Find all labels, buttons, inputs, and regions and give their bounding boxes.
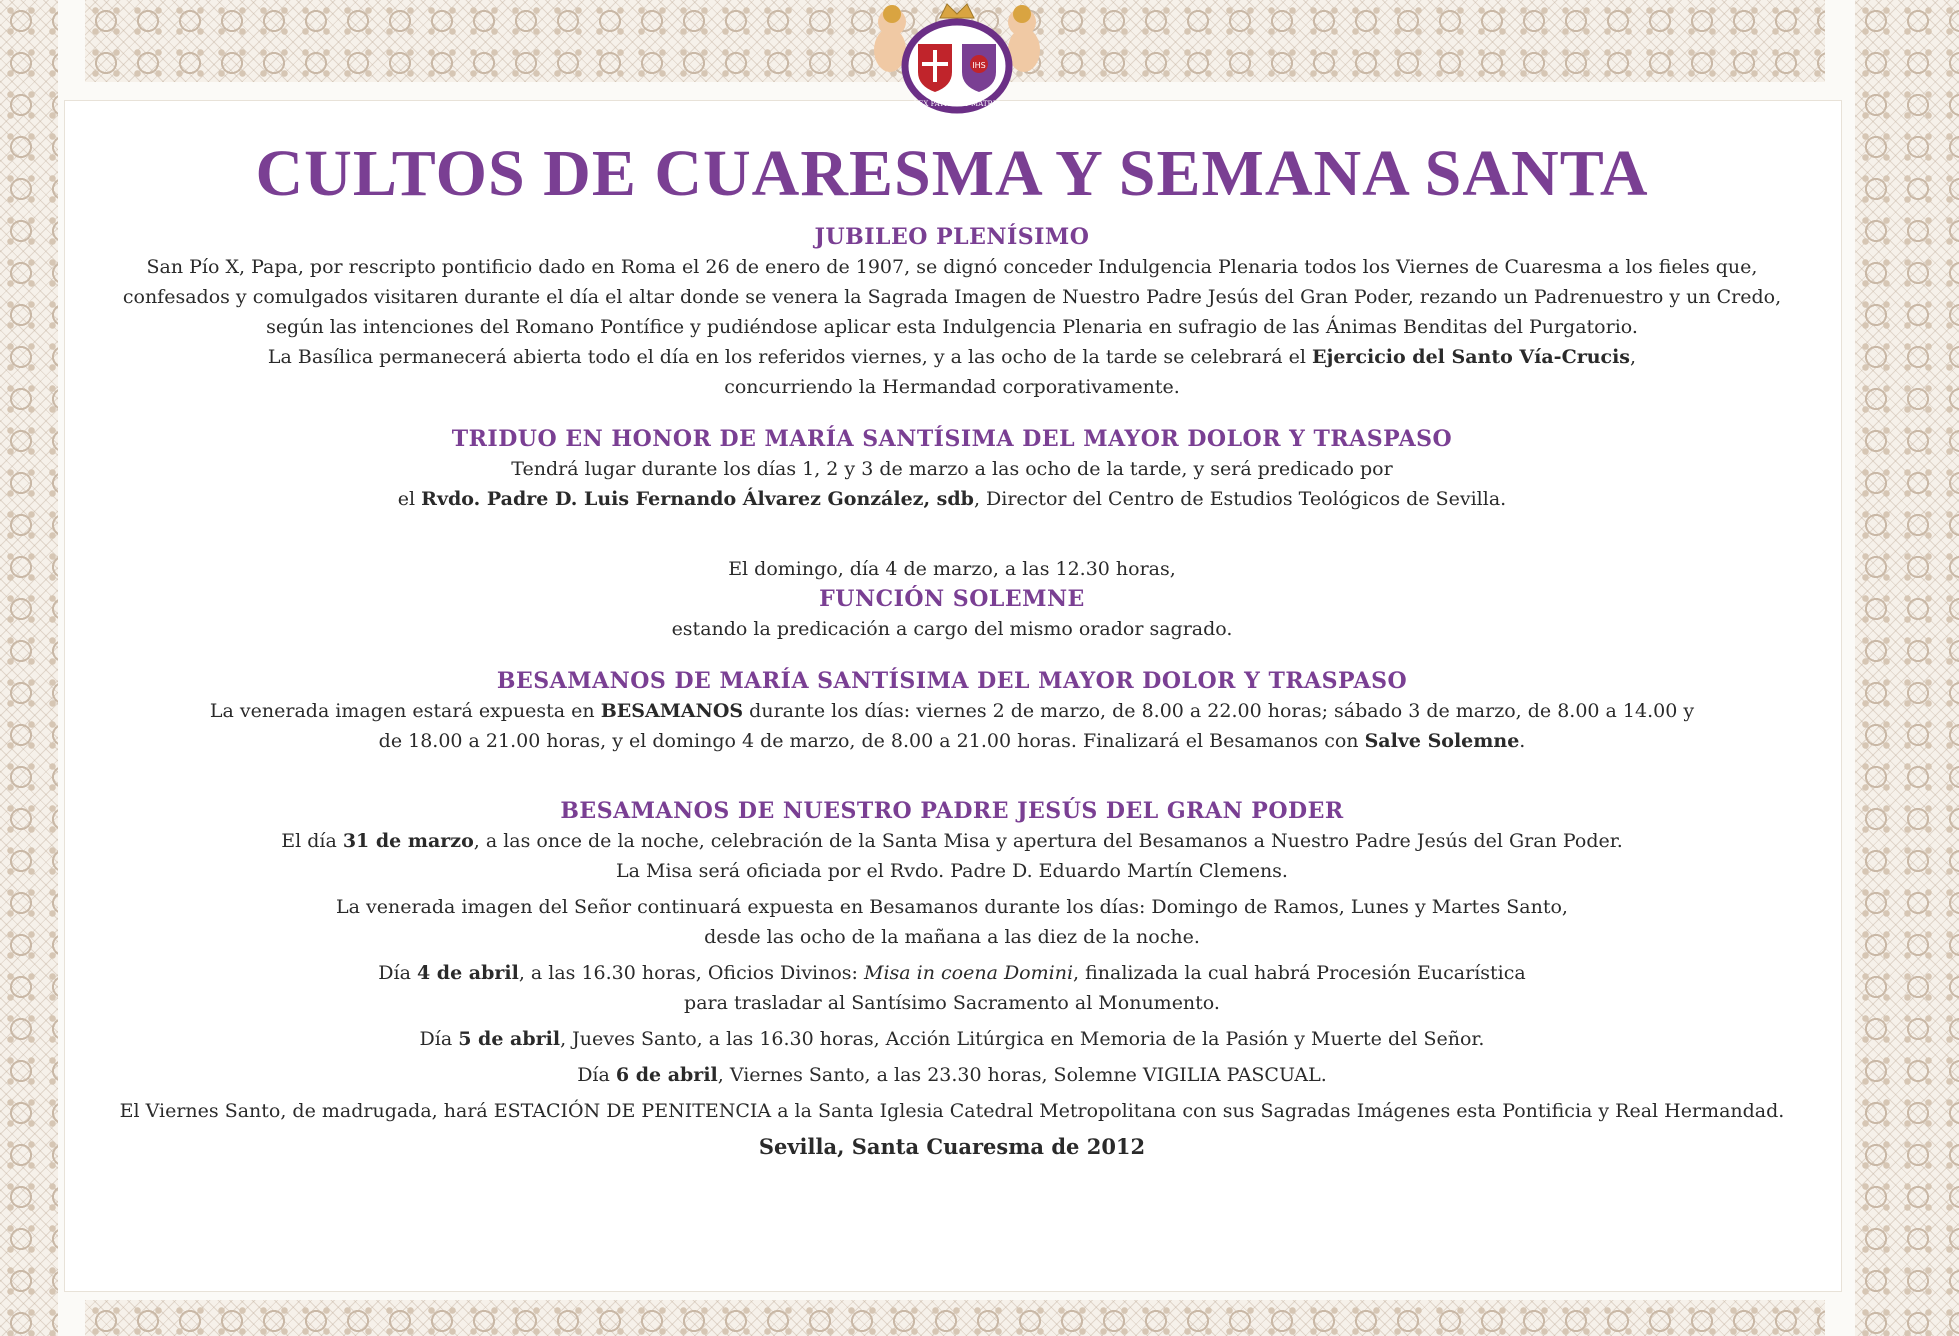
jubileo-line-4: La Basílica permanecerá abierta todo el día en los referidos viernes, y a las ocho de la tarde se celebrará el Ejercicio del Santo Vía-Crucis,	[267, 346, 1637, 368]
triduo-line-2: el Rvdo. Padre D. Luis Fernando Álvarez González, sdb, Director del Centro de Estudios Teológicos de Sevilla.	[397, 488, 1507, 510]
triduo-title: TRIDUO EN HONOR DE MARÍA SANTÍSIMA DEL MAYOR DOLOR Y TRASPASO	[451, 426, 1453, 452]
footer-signature: Sevilla, Santa Cuaresma de 2012	[758, 1134, 1146, 1159]
brotherhood-crest-icon	[862, 0, 1052, 118]
besamanos-jesus-line-1: El día 31 de marzo, a las once de la noche, celebración de la Santa Misa y apertura del Besamanos a Nuestro Padre Jesús del Gran Poder.	[281, 830, 1623, 852]
besamanos-maria-line-2: de 18.00 a 21.00 horas, y el domingo 4 de marzo, de 8.00 a 21.00 horas. Finalizará el Besamanos con Salve Solemne.	[378, 730, 1526, 752]
besamanos-jesus-line-2: La Misa será oficiada por el Rvdo. Padre D. Eduardo Martín Clemens.	[616, 860, 1288, 882]
besamanos-jesus-line-3: La venerada imagen del Señor continuará expuesta en Besamanos durante los días: Domingo de Ramos, Lunes y Martes Santo,	[336, 896, 1568, 918]
page-title: CULTOS DE CUARESMA Y SEMANA SANTA	[255, 137, 1649, 210]
triduo-line-1: Tendrá lugar durante los días 1, 2 y 3 de marzo a las ocho de la tarde, y será predicado por	[511, 458, 1393, 480]
jubileo-line-1: San Pío X, Papa, por rescripto pontificio dado en Roma el 26 de enero de 1907, se dignó conceder Indulgencia Plenaria todos los Viernes de Cuaresma a los fieles que,	[146, 256, 1758, 278]
besamanos-jesus-title: BESAMANOS DE NUESTRO PADRE JESÚS DEL GRAN PODER	[560, 798, 1344, 824]
document-content	[64, 132, 1840, 1162]
funcion-line: estando la predicación a cargo del mismo orador sagrado.	[671, 618, 1233, 640]
via-crucis-emphasis: Ejercicio del Santo Vía-Crucis	[1311, 346, 1631, 368]
besamanos-jesus-line-4: desde las ocho de la mañana a las diez de la noche.	[704, 926, 1200, 948]
ornamental-border-bottom	[85, 1300, 1825, 1336]
ornamental-border-left	[0, 0, 58, 1336]
jubileo-line-2: confesados y comulgados visitaren durante el día el altar donde se venera la Sagrada Imagen de Nuestro Padre Jesús del Gran Poder, rezando un Padrenuestro y un Credo,	[122, 286, 1782, 308]
crest-letters: IHS	[972, 61, 986, 70]
besamanos-jesus-line-5: Día 4 de abril, a las 16.30 horas, Oficios Divinos: Misa in coena Domini, finalizada la cual habrá Procesión Eucarística	[378, 962, 1526, 984]
ornamental-border-right	[1855, 0, 1959, 1336]
funcion-title: FUNCIÓN SOLEMNE	[819, 586, 1085, 612]
besamanos-jesus-line-6: para trasladar al Santísimo Sacramento al Monumento.	[684, 992, 1220, 1014]
besamanos-jesus-line-8: Día 6 de abril, Viernes Santo, a las 23.30 horas, Solemne VIGILIA PASCUAL.	[577, 1064, 1327, 1086]
jubileo-title: JUBILEO PLENÍSIMO	[814, 224, 1090, 250]
besamanos-jesus-line-7: Día 5 de abril, Jueves Santo, a las 16.30 horas, Acción Litúrgica en Memoria de la Pasión y Muerte del Señor.	[419, 1028, 1485, 1050]
jubileo-line-3: según las intenciones del Romano Pontífice y pudiéndose aplicar esta Indulgencia Plenaria en sufragio de las Ánimas Benditas del Purgatorio.	[266, 316, 1638, 338]
besamanos-maria-line-1: La venerada imagen estará expuesta en BESAMANOS durante los días: viernes 2 de marzo, de 8.00 a 22.00 horas; sábado 3 de marzo, de 8.00 a 14.00 y	[209, 700, 1695, 722]
crest-motto: LEX PATRIS ET MATRIS	[913, 100, 1001, 108]
funcion-intro: El domingo, día 4 de marzo, a las 12.30 horas,	[728, 558, 1176, 580]
estacion-penitencia-line: El Viernes Santo, de madrugada, hará ESTACIÓN DE PENITENCIA a la Santa Iglesia Catedral Metropolitana con sus Sagradas Imágenes esta Pontificia y Real Hermandad.	[119, 1100, 1785, 1122]
jubileo-line-5: concurriendo la Hermandad corporativamente.	[724, 376, 1180, 398]
besamanos-maria-title: BESAMANOS DE MARÍA SANTÍSIMA DEL MAYOR DOLOR Y TRASPASO	[496, 668, 1408, 694]
preacher-name: Rvdo. Padre D. Luis Fernando Álvarez González, sdb	[421, 488, 974, 510]
